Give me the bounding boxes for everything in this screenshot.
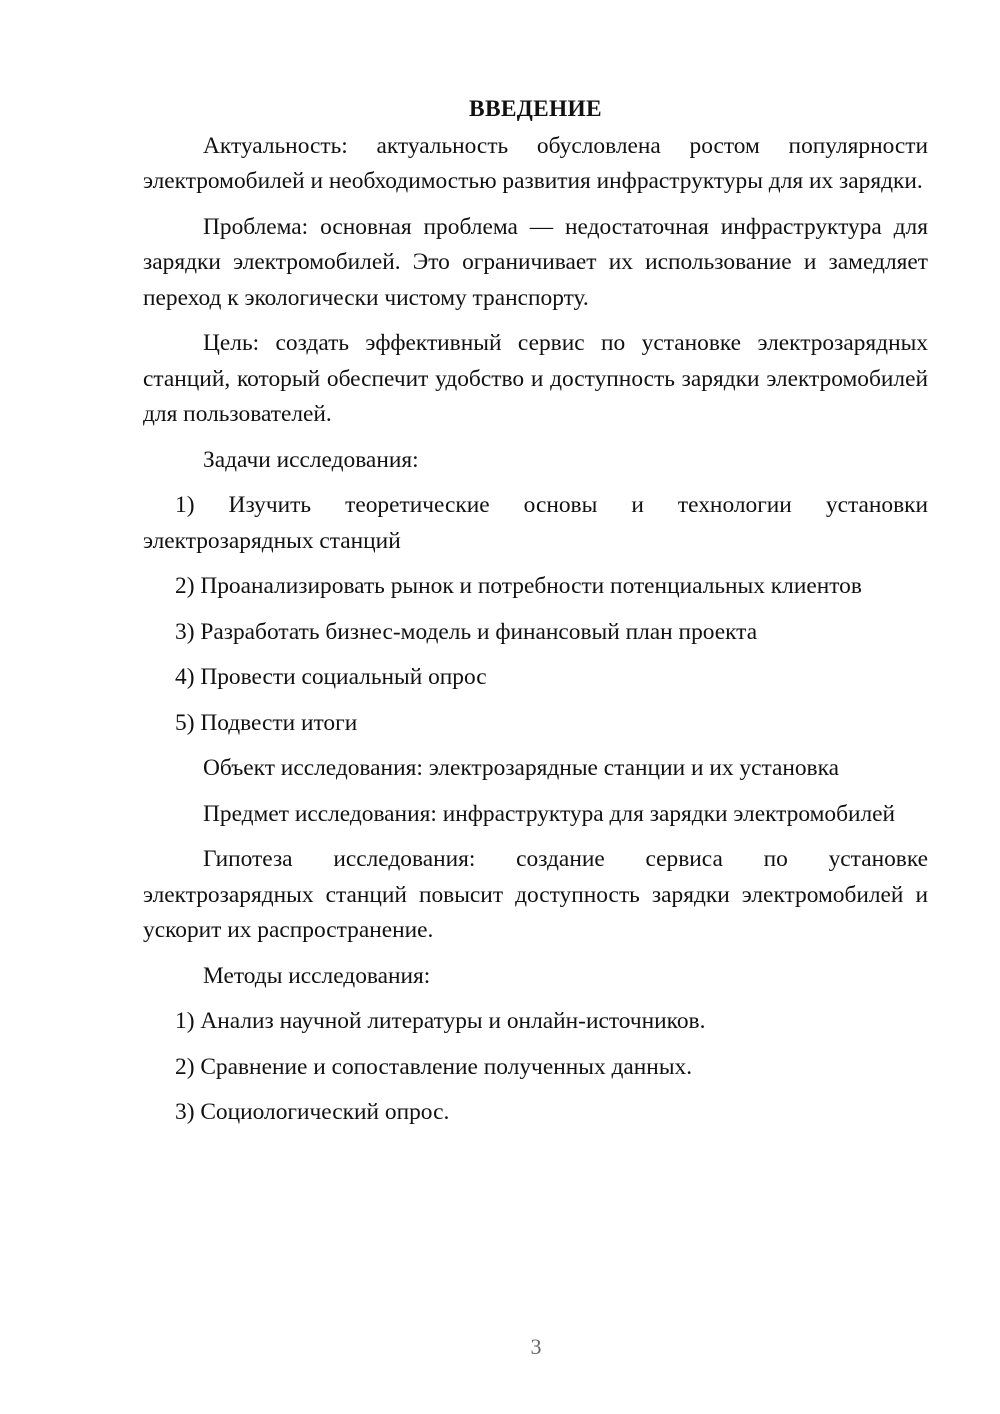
object-paragraph: Объект исследования: электрозарядные станции и их установка bbox=[203, 755, 839, 781]
goal-paragraph: Цель: создать эффективный сервис по установке электрозарядных станций, который обеспечит удобство и доступность зарядки электромобилей для пользователей. bbox=[143, 330, 928, 427]
task-item-3: 3) Разработать бизнес-модель и финансовый план проекта bbox=[175, 618, 758, 645]
subject-paragraph: Предмет исследования: инфраструктура для зарядки электромобилей bbox=[203, 800, 896, 827]
task-item-4: 4) Провести социальный опрос bbox=[175, 664, 487, 690]
method-item-3: 3) Социологический опрос. bbox=[175, 1099, 450, 1125]
task-item-5: 5) Подвести итоги bbox=[175, 709, 358, 736]
task-item-1: 1) Изучить теоретические основы и технологии установки электрозарядных станций bbox=[143, 492, 928, 554]
methods-heading: Методы исследования: bbox=[203, 962, 431, 989]
page-number: 3 bbox=[530, 1334, 542, 1359]
page-title: ВВЕДЕНИЕ bbox=[469, 96, 602, 122]
problem-paragraph: Проблема: основная проблема — недостаточная инфраструктура для зарядки электромобилей. Это ограничивает их использование и замедляет переход к экологически чистому транспорту. bbox=[143, 213, 928, 311]
page-content bbox=[143, 92, 928, 1141]
method-item-2: 2) Сравнение и сопоставление полученных данных. bbox=[175, 1053, 693, 1080]
relevance-paragraph: Актуальность: актуальность обусловлена ростом популярности электромобилей и необходимостью развития инфраструктуры для их зарядки. bbox=[143, 132, 928, 194]
method-item-1: 1) Анализ научной литературы и онлайн-источников. bbox=[175, 1008, 706, 1034]
tasks-heading: Задачи исследования: bbox=[203, 446, 419, 473]
task-item-2: 2) Проанализировать рынок и потребности потенциальных клиентов bbox=[175, 573, 862, 599]
hypothesis-paragraph: Гипотеза исследования: создание сервиса по установке электрозарядных станций повысит доступность зарядки электромобилей и ускорит их распространение. bbox=[143, 846, 928, 943]
